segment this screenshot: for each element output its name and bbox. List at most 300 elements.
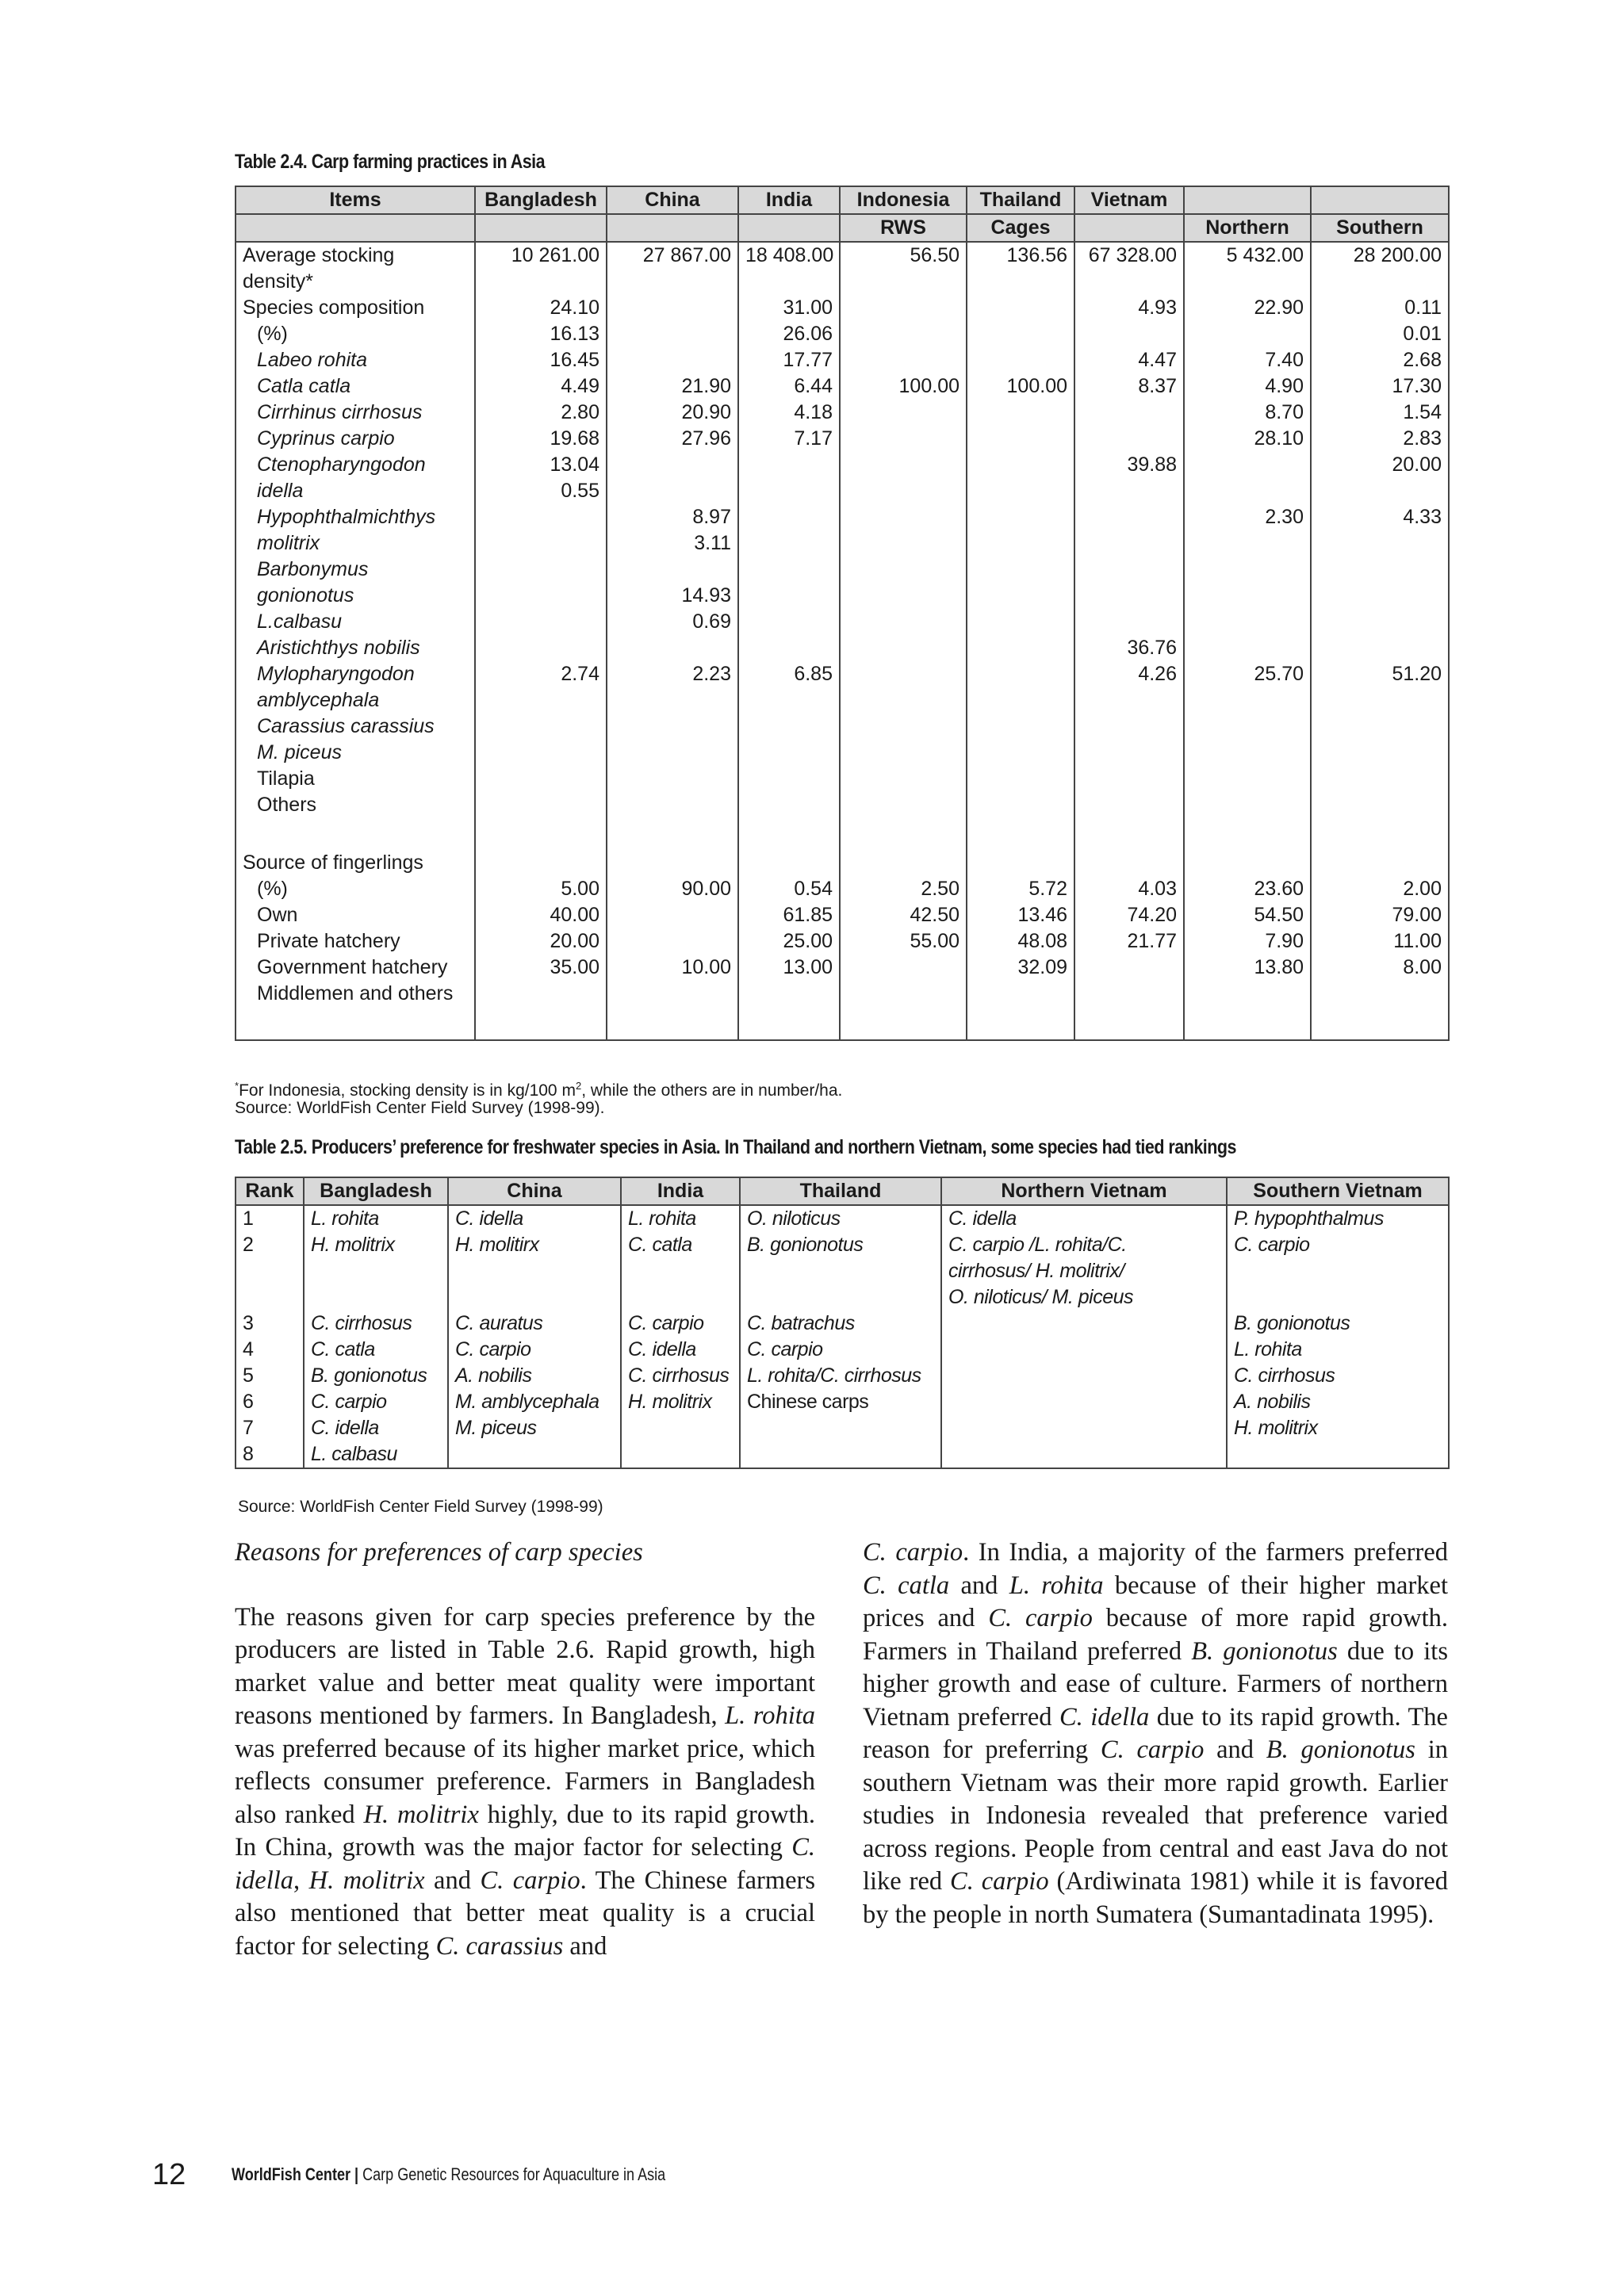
table-cell — [738, 1007, 840, 1040]
column-header: Indonesia — [840, 186, 967, 214]
table-cell — [967, 426, 1074, 452]
table-cell: 5 — [236, 1363, 304, 1389]
table-cell: 6.85 — [738, 661, 840, 687]
column-header: India — [738, 186, 840, 214]
table-cell: 7.40 — [1184, 347, 1311, 373]
page-number: 12 — [152, 2158, 186, 2191]
table-cell — [840, 714, 967, 740]
table-cell: C. idella — [448, 1205, 621, 1232]
species-name: C. carpio — [1100, 1735, 1205, 1764]
table-cell: 21.77 — [1074, 928, 1184, 955]
table-cell: 21.90 — [607, 373, 738, 400]
table-row — [236, 242, 1449, 269]
table-cell: 100.00 — [840, 373, 967, 400]
species-name: B. gonionotus — [1266, 1735, 1415, 1764]
table-cell — [738, 530, 840, 557]
row-label: Private hatchery — [236, 928, 475, 955]
table-cell — [840, 347, 967, 373]
table-row — [236, 1232, 1449, 1258]
table-cell: 27 867.00 — [607, 242, 738, 269]
species-name: H. molitrix — [363, 1800, 479, 1829]
table-cell — [840, 426, 967, 452]
table-row — [236, 530, 1449, 557]
table-cell — [621, 1258, 740, 1284]
table-cell — [475, 850, 607, 876]
table-cell: 4.47 — [1074, 347, 1184, 373]
table-cell — [607, 557, 738, 583]
column-header: India — [621, 1177, 740, 1205]
table-cell — [967, 452, 1074, 478]
table-cell: L. rohita/C. cirrhosus — [740, 1363, 941, 1389]
table-cell: 14.93 — [607, 583, 738, 609]
table-cell: 6 — [236, 1389, 304, 1415]
table-cell: 5.00 — [475, 876, 607, 902]
row-label: L.calbasu — [236, 609, 475, 635]
table-cell — [1311, 981, 1449, 1007]
table-cell: 31.00 — [738, 295, 840, 321]
row-label: Cyprinus carpio — [236, 426, 475, 452]
table-cell: H. molitirx — [448, 1232, 621, 1258]
table-cell: C. cirrhosus — [1227, 1363, 1449, 1389]
table-cell: C. cirrhosus — [621, 1363, 740, 1389]
table-cell: C. carpio — [448, 1337, 621, 1363]
table-row — [236, 557, 1449, 583]
table-2-4-footnote: *For Indonesia, stocking density is in kg/100 $m^2$, while the others are in number/ha. — [235, 1080, 843, 1100]
table-cell: H. molitrix — [621, 1389, 740, 1415]
table-cell — [967, 609, 1074, 635]
table-row — [236, 818, 1449, 850]
table-cell: 13.04 — [475, 452, 607, 478]
table-cell — [1184, 818, 1311, 850]
table-row — [236, 1007, 1449, 1040]
row-label: Mylopharyngodon — [236, 661, 475, 687]
row-label: Barbonymus — [236, 557, 475, 583]
body-paragraph-left: The reasons given for carp species preference by the producers are listed in Table 2.6. Rapid growth, high market value and better meat quality were important reasons mentioned by farmers. In Bangladesh, L. rohita was preferred because of its higher market price, which reflects consumer preference. Farmers in Bangladesh also ranked H. molitrix highly, due to its rapid growth. In China, growth was the major factor for selecting C. idella, H. molitrix and C. carpio. The Chinese farmers also mentioned that better meat quality is a crucial factor for selecting C. carassius and — [235, 1602, 815, 1961]
table-cell — [1074, 269, 1184, 295]
table-cell — [1074, 321, 1184, 347]
table-cell: 56.50 — [840, 242, 967, 269]
column-header: Rank — [236, 1177, 304, 1205]
row-label: Ctenopharyngodon — [236, 452, 475, 478]
table-row — [236, 850, 1449, 876]
table-cell: C. carpio — [740, 1337, 941, 1363]
table-cell — [840, 295, 967, 321]
table-cell: 22.90 — [1184, 295, 1311, 321]
table-cell — [1074, 981, 1184, 1007]
table-cell: C. cirrhosus — [304, 1311, 448, 1337]
table-cell: 4.93 — [1074, 295, 1184, 321]
table-cell: C. carpio — [621, 1311, 740, 1337]
row-label: (%) — [236, 321, 475, 347]
table-row — [236, 876, 1449, 902]
table-cell: 10 261.00 — [475, 242, 607, 269]
table-cell: 36.76 — [1074, 635, 1184, 661]
table-cell — [840, 740, 967, 766]
row-label: idella — [236, 478, 475, 504]
table-cell — [1184, 269, 1311, 295]
table-cell — [475, 557, 607, 583]
table-cell: M. amblycephala — [448, 1389, 621, 1415]
table-row — [236, 269, 1449, 295]
row-label: Middlemen and others — [236, 981, 475, 1007]
table-cell — [475, 583, 607, 609]
table-cell: 8.37 — [1074, 373, 1184, 400]
table-cell — [1074, 504, 1184, 530]
table-cell — [840, 1007, 967, 1040]
table-cell — [840, 792, 967, 818]
table-cell — [1311, 557, 1449, 583]
table-cell: 10.00 — [607, 955, 738, 981]
section-heading: Reasons for preferences of carp species — [235, 1538, 643, 1567]
table-cell: H. molitrix — [1227, 1415, 1449, 1441]
table-cell: 1.54 — [1311, 400, 1449, 426]
table-cell: 5 432.00 — [1184, 242, 1311, 269]
column-header — [1184, 186, 1311, 214]
table-cell — [1311, 687, 1449, 714]
table-cell — [1184, 850, 1311, 876]
table-cell: 42.50 — [840, 902, 967, 928]
table-cell — [1184, 452, 1311, 478]
row-label: density* — [236, 269, 475, 295]
table-cell: 6.44 — [738, 373, 840, 400]
row-label: Own — [236, 902, 475, 928]
table-cell — [840, 850, 967, 876]
table-cell: C. idella — [621, 1337, 740, 1363]
table-cell: C. carpio — [304, 1389, 448, 1415]
table-cell — [607, 452, 738, 478]
table-cell: 67 328.00 — [1074, 242, 1184, 269]
table-cell — [967, 400, 1074, 426]
table-2-4-source: Source: WorldFish Center Field Survey (1998-99). — [235, 1099, 605, 1117]
table-cell: P. hypophthalmus — [1227, 1205, 1449, 1232]
table-cell — [840, 955, 967, 981]
column-header: China — [607, 186, 738, 214]
table-cell: Chinese carps — [740, 1389, 941, 1415]
table-2-5-caption: Table 2.5. Producers’ preference for freshwater species in Asia. In Thailand and northern Vietnam, some species had tied rankings — [235, 1136, 1236, 1158]
table-cell — [967, 295, 1074, 321]
table-cell — [607, 1007, 738, 1040]
column-subheader: RWS — [840, 214, 967, 242]
table-cell — [738, 981, 840, 1007]
species-name: H. molitrix — [308, 1866, 425, 1895]
table-cell — [967, 478, 1074, 504]
table-cell — [1074, 583, 1184, 609]
table-cell — [840, 321, 967, 347]
table-row — [236, 955, 1449, 981]
table-cell — [1311, 635, 1449, 661]
table-cell: C. carpio — [1227, 1232, 1449, 1258]
table-cell: A. nobilis — [1227, 1389, 1449, 1415]
right-column — [863, 1536, 1448, 1931]
row-label — [236, 1007, 475, 1040]
table-cell — [1074, 530, 1184, 557]
table-2-5 — [235, 1177, 1450, 1469]
table-cell — [840, 504, 967, 530]
table-cell — [1074, 740, 1184, 766]
table-cell — [738, 818, 840, 850]
table-cell — [475, 1007, 607, 1040]
table-row — [236, 661, 1449, 687]
species-name: C. carpio — [988, 1604, 1093, 1632]
table-cell — [967, 635, 1074, 661]
table-cell — [1074, 850, 1184, 876]
row-label: Government hatchery — [236, 955, 475, 981]
table-header-row — [236, 1177, 1449, 1205]
table-cell: L. rohita — [1227, 1337, 1449, 1363]
table-cell — [840, 400, 967, 426]
table-cell: 51.20 — [1311, 661, 1449, 687]
row-label: Others — [236, 792, 475, 818]
table-cell: 4.33 — [1311, 504, 1449, 530]
table-cell: M. piceus — [448, 1415, 621, 1441]
table-cell: B. gonionotus — [740, 1232, 941, 1258]
table-cell — [607, 714, 738, 740]
table-cell — [475, 687, 607, 714]
column-subheader — [1074, 214, 1184, 242]
table-row — [236, 981, 1449, 1007]
table-cell — [607, 478, 738, 504]
table-cell: cirrhosus/ H. molitrix/ — [941, 1258, 1227, 1284]
table-cell: 28.10 — [1184, 426, 1311, 452]
table-cell — [1074, 766, 1184, 792]
table-cell — [941, 1389, 1227, 1415]
table-cell — [967, 269, 1074, 295]
table-cell — [1184, 609, 1311, 635]
species-name: C. idella — [1059, 1702, 1150, 1732]
table-cell — [840, 766, 967, 792]
table-cell — [740, 1284, 941, 1311]
column-header: Vietnam — [1074, 186, 1184, 214]
row-label: Hypophthalmichthys — [236, 504, 475, 530]
table-cell — [607, 850, 738, 876]
table-cell — [1311, 478, 1449, 504]
table-cell — [1227, 1258, 1449, 1284]
table-cell — [304, 1284, 448, 1311]
column-subheader — [607, 214, 738, 242]
table-cell — [607, 928, 738, 955]
species-name: C. carpio — [950, 1867, 1049, 1896]
table-cell — [448, 1258, 621, 1284]
table-cell: 8.70 — [1184, 400, 1311, 426]
table-cell: 136.56 — [967, 242, 1074, 269]
table-cell: C. catla — [304, 1337, 448, 1363]
table-row — [236, 928, 1449, 955]
table-cell — [967, 850, 1074, 876]
table-row — [236, 583, 1449, 609]
column-header — [1311, 186, 1449, 214]
table-cell: 2.83 — [1311, 426, 1449, 452]
table-cell — [607, 347, 738, 373]
table-cell — [1184, 714, 1311, 740]
table-cell — [475, 504, 607, 530]
table-cell: 24.10 — [475, 295, 607, 321]
table-row — [236, 635, 1449, 661]
table-cell — [840, 530, 967, 557]
table-cell: 25.00 — [738, 928, 840, 955]
table-row — [236, 740, 1449, 766]
table-cell — [1184, 687, 1311, 714]
table-cell — [840, 269, 967, 295]
table-cell — [840, 818, 967, 850]
column-header: Thailand — [740, 1177, 941, 1205]
table-cell — [738, 740, 840, 766]
table-cell — [738, 687, 840, 714]
row-label: amblycephala — [236, 687, 475, 714]
column-header: Northern Vietnam — [941, 1177, 1227, 1205]
row-label: Source of fingerlings — [236, 850, 475, 876]
table-cell — [967, 1007, 1074, 1040]
table-cell — [475, 740, 607, 766]
table-cell — [1184, 792, 1311, 818]
table-cell: C. batrachus — [740, 1311, 941, 1337]
table-cell — [1311, 850, 1449, 876]
table-cell — [1184, 557, 1311, 583]
table-cell — [475, 269, 607, 295]
row-label — [236, 818, 475, 850]
table-cell: A. nobilis — [448, 1363, 621, 1389]
table-row — [236, 321, 1449, 347]
table-row — [236, 1258, 1449, 1284]
table-cell: 4.18 — [738, 400, 840, 426]
table-cell — [607, 740, 738, 766]
table-cell — [607, 321, 738, 347]
column-subheader: Cages — [967, 214, 1074, 242]
table-cell — [607, 981, 738, 1007]
table-cell — [738, 792, 840, 818]
table-cell — [607, 902, 738, 928]
table-cell — [1227, 1441, 1449, 1468]
table-cell: 61.85 — [738, 902, 840, 928]
column-header: Bangladesh — [304, 1177, 448, 1205]
table-cell — [236, 1258, 304, 1284]
table-cell — [941, 1441, 1227, 1468]
row-label: Cirrhinus cirrhosus — [236, 400, 475, 426]
table-cell — [1184, 478, 1311, 504]
table-row — [236, 295, 1449, 321]
table-cell — [1184, 530, 1311, 557]
table-cell — [621, 1284, 740, 1311]
table-cell: 13.46 — [967, 902, 1074, 928]
species-name: C. carpio — [480, 1866, 580, 1895]
table-cell — [236, 1284, 304, 1311]
table-cell: 7.17 — [738, 426, 840, 452]
table-2-5-source: Source: WorldFish Center Field Survey (1998-99) — [238, 1498, 603, 1516]
column-subheader: Southern — [1311, 214, 1449, 242]
table-cell: 90.00 — [607, 876, 738, 902]
table-cell: 0.55 — [475, 478, 607, 504]
column-subheader — [475, 214, 607, 242]
table-cell: 74.20 — [1074, 902, 1184, 928]
table-row — [236, 426, 1449, 452]
table-cell: 54.50 — [1184, 902, 1311, 928]
table-cell — [1184, 981, 1311, 1007]
table-cell — [967, 818, 1074, 850]
table-cell: 8 — [236, 1441, 304, 1468]
table-cell — [1074, 478, 1184, 504]
table-cell — [740, 1258, 941, 1284]
table-cell — [738, 583, 840, 609]
row-label: gonionotus — [236, 583, 475, 609]
table-cell: 26.06 — [738, 321, 840, 347]
table-cell: 17.30 — [1311, 373, 1449, 400]
table-cell — [967, 557, 1074, 583]
table-cell: 4.03 — [1074, 876, 1184, 902]
table-cell — [967, 347, 1074, 373]
table-cell — [1184, 1007, 1311, 1040]
table-cell: 20.00 — [475, 928, 607, 955]
species-name: L. rohita — [1009, 1571, 1104, 1600]
table-cell: 23.60 — [1184, 876, 1311, 902]
table-cell — [967, 981, 1074, 1007]
column-header: China — [448, 1177, 621, 1205]
table-cell: 4.26 — [1074, 661, 1184, 687]
table-cell: 79.00 — [1311, 902, 1449, 928]
table-cell — [840, 609, 967, 635]
table-cell: 7.90 — [1184, 928, 1311, 955]
table-cell — [1311, 609, 1449, 635]
table-cell — [967, 792, 1074, 818]
table-cell — [967, 583, 1074, 609]
table-cell — [607, 687, 738, 714]
table-cell — [1311, 714, 1449, 740]
table-cell — [738, 557, 840, 583]
table-row — [236, 714, 1449, 740]
table-cell — [738, 452, 840, 478]
table-cell — [607, 295, 738, 321]
table-cell: C. carpio /L. rohita/C. — [941, 1232, 1227, 1258]
table-cell: 48.08 — [967, 928, 1074, 955]
table-cell — [475, 714, 607, 740]
table-cell — [1074, 955, 1184, 981]
table-cell: 13.80 — [1184, 955, 1311, 981]
table-cell: 0.69 — [607, 609, 738, 635]
column-subheader: Northern — [1184, 214, 1311, 242]
table-cell: 3 — [236, 1311, 304, 1337]
table-cell: 55.00 — [840, 928, 967, 955]
table-row — [236, 1311, 1449, 1337]
table-cell — [1074, 818, 1184, 850]
table-cell — [967, 740, 1074, 766]
table-cell — [1184, 766, 1311, 792]
table-cell — [1074, 714, 1184, 740]
table-cell — [1311, 792, 1449, 818]
column-header: Items — [236, 186, 475, 214]
table-cell — [607, 792, 738, 818]
table-cell: 19.68 — [475, 426, 607, 452]
table-cell: 2.30 — [1184, 504, 1311, 530]
table-row — [236, 1363, 1449, 1389]
table-cell: 2.68 — [1311, 347, 1449, 373]
table-cell: 4.49 — [475, 373, 607, 400]
table-cell — [738, 850, 840, 876]
row-label: M. piceus — [236, 740, 475, 766]
table-cell: 18 408.00 — [738, 242, 840, 269]
table-cell — [448, 1284, 621, 1311]
table-cell — [967, 530, 1074, 557]
table-cell — [740, 1441, 941, 1468]
table-cell — [1311, 766, 1449, 792]
table-cell — [738, 478, 840, 504]
table-cell — [607, 766, 738, 792]
table-row — [236, 347, 1449, 373]
table-cell: 3.11 — [607, 530, 738, 557]
species-name: C. catla — [863, 1571, 950, 1600]
table-row — [236, 478, 1449, 504]
table-cell: 20.90 — [607, 400, 738, 426]
column-header: Southern Vietnam — [1227, 1177, 1449, 1205]
table-cell — [621, 1415, 740, 1441]
table-cell: 35.00 — [475, 955, 607, 981]
